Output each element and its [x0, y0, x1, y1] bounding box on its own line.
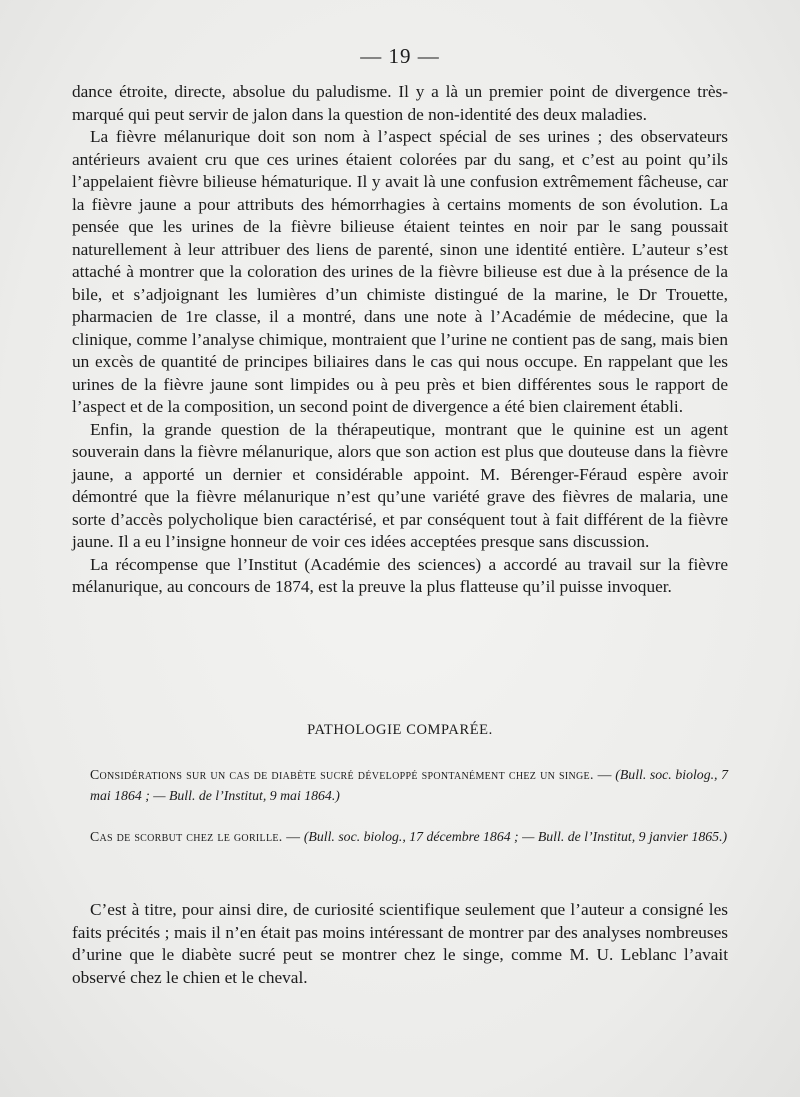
reference-title: Cas de scorbut chez le gorille. — — [90, 829, 301, 844]
paragraph: dance étroite, directe, absolue du paludisme. Il y a là un premier point de divergence très-marqué qui peut servir de jalon dans la question de non-identité des deux maladies. — [72, 82, 728, 124]
reference-source: (Bull. soc. biolog., 7 mai 1864 ; — Bull. de l’Institut, 9 mai 1864.) — [90, 767, 728, 803]
reference-entry — [90, 764, 728, 806]
page-number: — 19 — — [360, 44, 440, 68]
paragraph: Enfin, la grande question de la thérapeutique, montrant que le quinine est un agent souverain dans la fièvre mélanurique, alors que son action est plus que douteuse dans la fièvre jaune, a apporté un dernier et considérable appoint. M. Bérenger-Féraud espère avoir démontré que la fièvre mélanurique n’est qu’une variété grave des fièvres de malaria, une sorte d’accès polycholique bien caractérisé, et par conséquent tout à fait différent de la fièvre jaune. Il a eu l’insigne honneur de voir ces idées acceptées presque sans discussion. — [72, 419, 728, 551]
reference-entry — [90, 826, 728, 847]
reference-source: (Bull. soc. biolog., 17 décembre 1864 ; — Bull. de l’Institut, 9 janvier 1865.) — [303, 829, 728, 844]
paragraph: La récompense que l’Institut (Académie des sciences) a accordé au travail sur la fièvre mélanurique, au concours de 1874, est la preuve la plus flatteuse qu’il puisse invoquer. — [72, 554, 728, 596]
reference-title: Considérations sur un cas de diabète sucré développé spontanément chez un singe. — — [90, 767, 612, 782]
section-heading: PATHOLOGIE COMPARÉE. — [307, 722, 493, 738]
paragraph: La fièvre mélanurique doit son nom à l’aspect spécial de ses urines ; des observateurs antérieurs avaient cru que ces urines étaient colorées par du sang, et c’est au point qu’ils l’appelaient fièvre bilieuse hématurique. Il y avait là une confusion extrêmement fâcheuse, car la fièvre jaune a pour attributs des hémorrhagies à certains moments de son évolution. La pensée que les urines de la fièvre bilieuse étaient teintes en noir par le sang poussait naturellement à leur attribuer des liens de parenté, sinon une identité entière. L’auteur s’est attaché à montrer que la coloration des urines de la fièvre bilieuse est due à la présence de la bile, et s’adjoignant les lumières d’un chimiste distingué de la marine, le Dr Trouette, pharmacien de 1re classe, il a montré, dans une note à l’Académie de médecine, que la clinique, comme l’analyse chimique, montraient que l’urine ne contient pas de sang, mais bien un excès de quantité de principes biliaires dans le cas qui nous occupe. En rappelant que les urines de la fièvre jaune sont limpides ou à peu près et bien différentes sous le rapport de l’aspect et de la composition, un second point de divergence a été bien clairement établi. — [72, 127, 728, 416]
paragraph: C’est à titre, pour ainsi dire, de curiosité scientifique seulement que l’auteur a consigné les faits précités ; mais il n’en était pas moins intéressant de montrer par des analyses nombreuses d’urine que le diabète sucré peut se montrer chez le singe, comme M. U. Leblanc l’avait observé chez le chien et le cheval. — [72, 900, 728, 987]
closing-text — [72, 899, 728, 989]
main-text — [72, 81, 728, 599]
